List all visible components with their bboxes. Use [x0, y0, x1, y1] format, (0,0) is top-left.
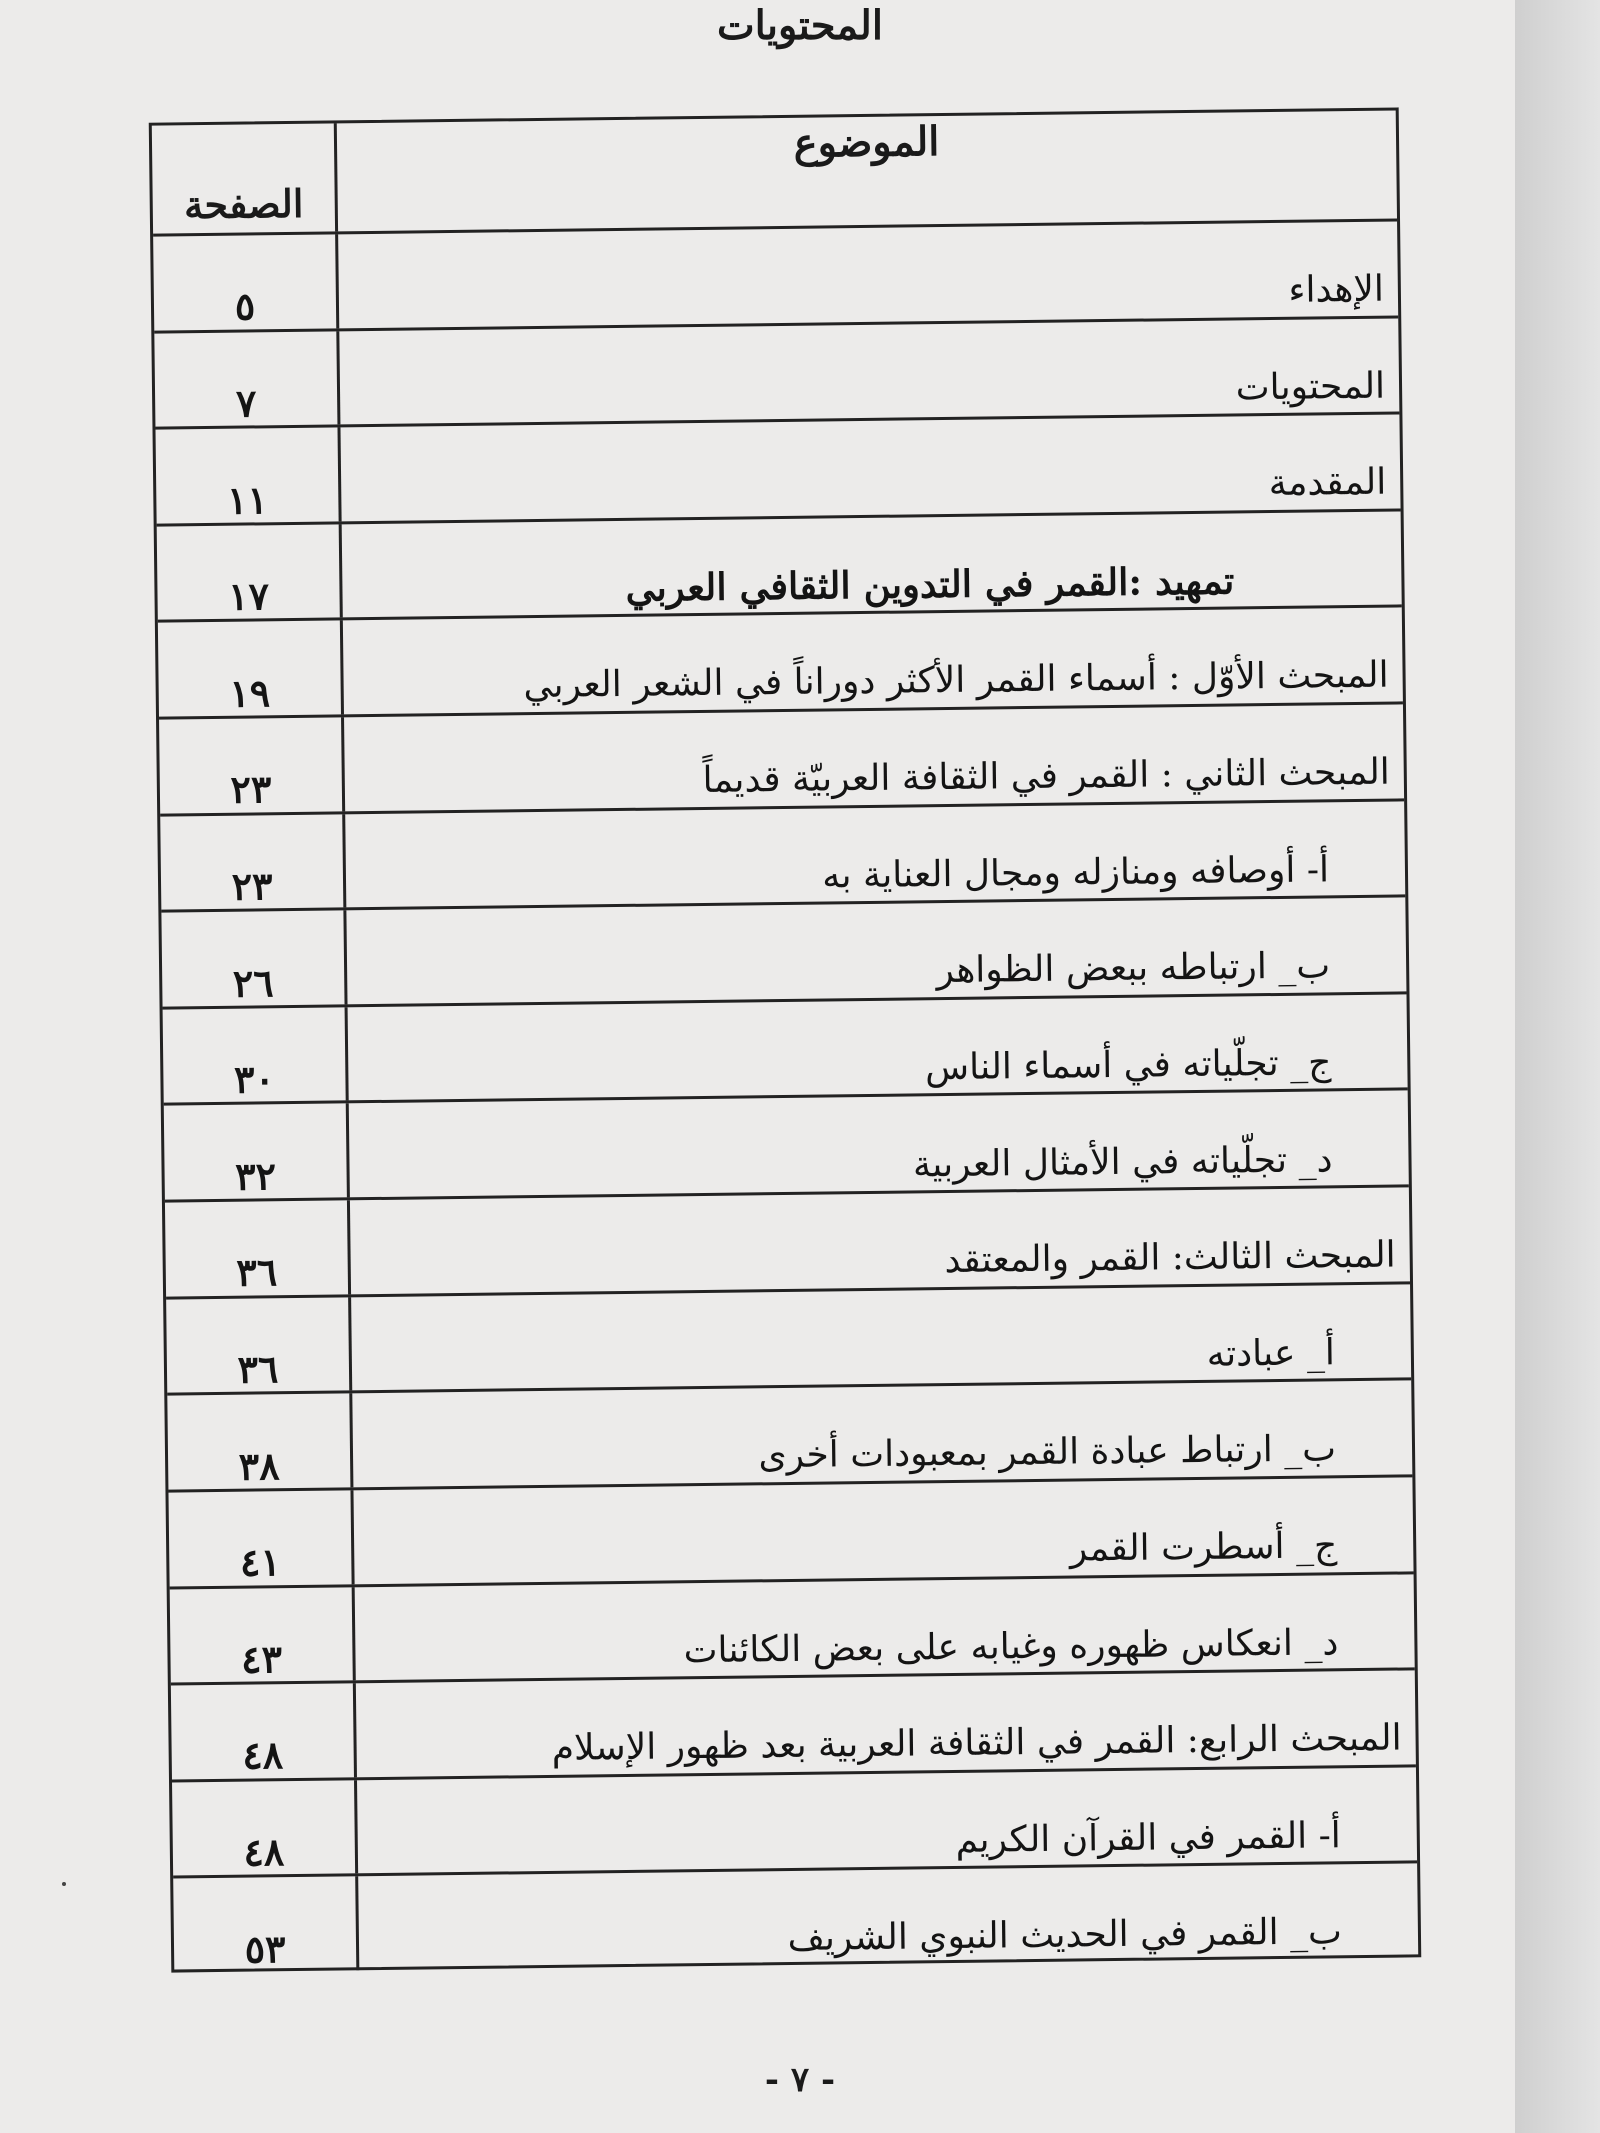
topic-cell [345, 801, 1405, 908]
page-number: ٣٦ [236, 1249, 278, 1296]
page-cell [172, 1780, 358, 1876]
table-row [173, 1864, 1418, 1973]
topic-cell [350, 1187, 1410, 1294]
page-cell [155, 428, 341, 524]
page-cell [157, 524, 343, 620]
page-number: ٤٨ [243, 1829, 285, 1875]
page-number: ٣٨ [238, 1442, 280, 1489]
page-cell [160, 814, 346, 910]
topic-cell [343, 608, 1403, 715]
topic-text: د_ انعكاس ظهوره وغيابه على بعض الكائنات [683, 1621, 1339, 1671]
table-row [161, 898, 1406, 1010]
table-row [167, 1381, 1412, 1493]
paper-speck [62, 1882, 66, 1886]
page-cell [167, 1394, 353, 1490]
page-column-header: الصفحة [183, 180, 304, 228]
table-row [160, 801, 1405, 913]
table-row [153, 221, 1398, 333]
topic-text: د_ تجلّياته في الأمثال العربية [912, 1138, 1333, 1185]
page-header-cell [152, 123, 338, 233]
page-cell [161, 911, 347, 1007]
topic-cell [353, 1477, 1413, 1584]
topic-cell [349, 1091, 1409, 1198]
topic-text: أ- أوصافه ومنازله ومجال العناية به [821, 849, 1330, 897]
page-number: ٥ [234, 283, 256, 329]
topic-cell [342, 511, 1402, 618]
topic-text: أ- القمر في القرآن الكريم [955, 1815, 1342, 1861]
table-row [163, 994, 1408, 1106]
topic-text: الإهداء [1288, 268, 1385, 311]
topic-text: المبحث الأوّل : أسماء القمر الأكثر دوراناً في الشعر العربي [523, 655, 1389, 707]
page-number: ٢٣ [230, 766, 272, 813]
table-row [170, 1574, 1415, 1686]
topic-header-cell [337, 110, 1397, 231]
page-cell [153, 234, 339, 330]
page-number: ٥٣ [244, 1925, 286, 1972]
page-number: ٧ [235, 380, 257, 426]
table-row [166, 1284, 1411, 1396]
topic-text: ب_ ارتباط عبادة القمر بمعبودات أخرى [758, 1428, 1337, 1477]
topic-text: ب_ القمر في الحديث النبوي الشريف [787, 1911, 1343, 1960]
table-row [172, 1767, 1417, 1879]
topic-cell [356, 1670, 1416, 1777]
topic-text: المقدمة [1268, 461, 1387, 505]
topic-text: أ_ عبادته [1206, 1332, 1336, 1375]
topic-cell [357, 1767, 1417, 1874]
table-row [171, 1670, 1416, 1782]
page-number-footer: - ٧ - [764, 2060, 836, 2100]
section-heading-text: تمهيد :القمر في التدوين الثقافي العربي [625, 558, 1235, 610]
topic-cell [338, 221, 1398, 328]
topic-cell [355, 1574, 1415, 1681]
page-number: ٤٨ [242, 1732, 284, 1779]
topic-cell [352, 1381, 1412, 1488]
topic-cell [346, 898, 1406, 1005]
page-number: ٢٦ [232, 959, 274, 1006]
table-row [165, 1187, 1410, 1299]
topic-cell [344, 704, 1404, 811]
page-number: ٢٣ [231, 863, 273, 909]
page-cell [164, 1104, 350, 1200]
topic-text: ج_ أسطرت القمر [1069, 1525, 1338, 1570]
topic-text: المبحث الثاني : القمر في الثقافة العربيّة قديماً [702, 751, 1391, 802]
page-cell [165, 1200, 351, 1296]
page-cell [170, 1587, 356, 1683]
page-title: المحتويات [717, 2, 883, 49]
topic-text: المبحث الثالث: القمر والمعتقد [944, 1234, 1396, 1282]
page-cell [159, 717, 345, 813]
topic-text: المحتويات [1235, 365, 1386, 409]
page-cell [171, 1683, 357, 1779]
page-number: ١٧ [227, 573, 270, 619]
page-cell [166, 1297, 352, 1393]
table-row [164, 1091, 1409, 1203]
page-edge [1515, 0, 1600, 2133]
topic-text: ج_ تجلّياته في أسماء الناس [924, 1042, 1332, 1089]
page-number: ٣٦ [237, 1346, 279, 1392]
topic-text: ب_ ارتباطه ببعض الظواهر [936, 945, 1331, 992]
table-header [152, 110, 1397, 236]
table-row [154, 318, 1399, 430]
page-number: ٣٠ [233, 1056, 276, 1102]
page-number: ١٩ [229, 670, 271, 716]
table-of-contents [149, 107, 1422, 1972]
table-row [158, 608, 1403, 720]
topic-cell [339, 318, 1399, 425]
page-cell [158, 621, 344, 717]
topic-text: المبحث الرابع: القمر في الثقافة العربية بعد ظهور الإسلام [551, 1717, 1402, 1770]
table-row [155, 415, 1400, 527]
page-cell [173, 1877, 359, 1973]
page-number: ٣٢ [234, 1153, 277, 1199]
topic-cell [348, 994, 1408, 1101]
topic-cell [358, 1864, 1418, 1971]
topic-cell [351, 1284, 1411, 1391]
table-row [157, 511, 1402, 623]
table-row [159, 704, 1404, 816]
topic-cell [340, 415, 1400, 522]
page-cell [163, 1007, 349, 1103]
page-cell [154, 331, 340, 427]
page-number: ٤٣ [240, 1636, 283, 1682]
page-cell [168, 1490, 354, 1586]
table-body [153, 221, 1418, 1972]
topic-column-header: الموضوع [793, 118, 940, 167]
page-number: ١١ [226, 476, 269, 523]
page-number: ٤١ [239, 1539, 282, 1585]
table-row [168, 1477, 1413, 1589]
